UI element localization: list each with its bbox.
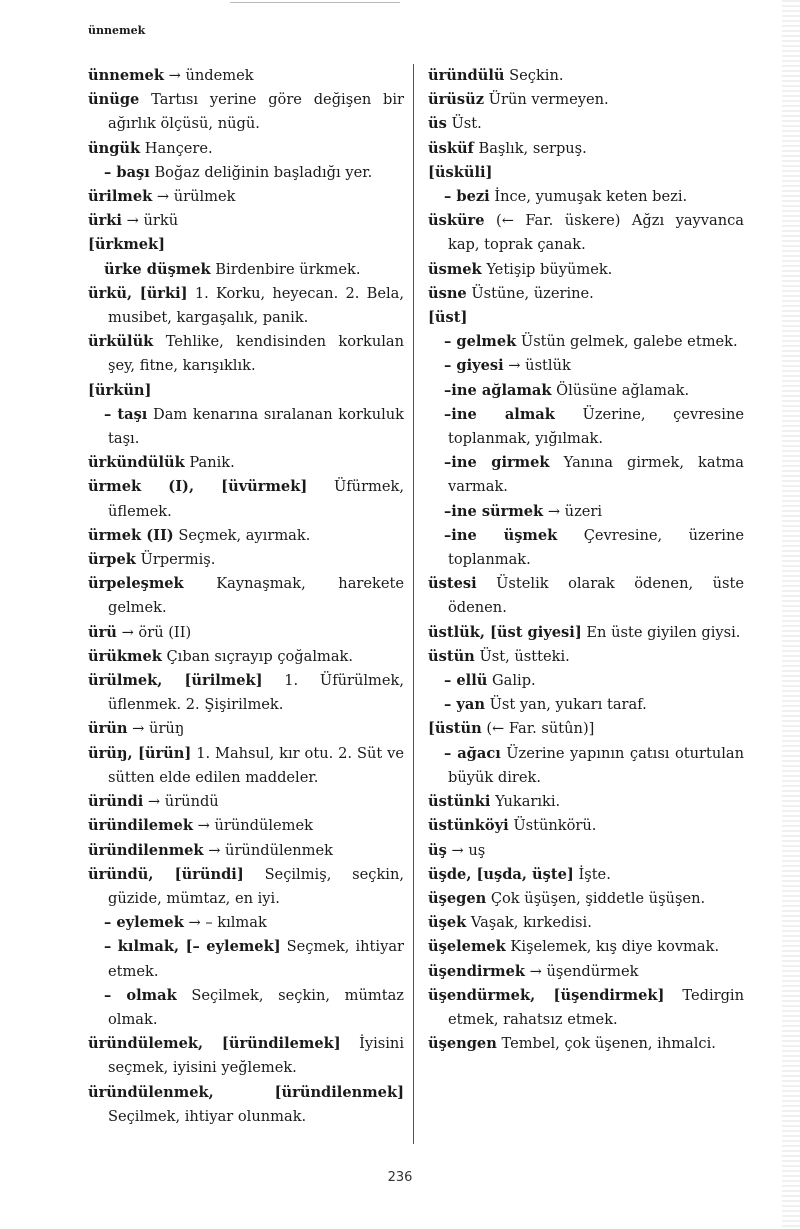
dictionary-entry	[428, 161, 744, 185]
entry-definition: Üstelik olarak ödenen, üste ödenen.	[448, 575, 744, 617]
dictionary-entry	[428, 354, 744, 378]
entry-headword: ünnemek	[88, 67, 164, 84]
entry-definition: (← Far. üskere) Ağzı yayvanca kap, toprak çanak.	[448, 212, 744, 254]
entry-definition: Tehlike, kendisinden korkulan şey, fitne, karışıklık.	[108, 333, 404, 375]
entry-definition: Tedirgin etmek, rahatsız etmek.	[448, 986, 744, 1028]
entry-definition: Dam kenarına sıralanan korkuluk taşı.	[108, 405, 404, 448]
entry-definition: → üründülenmek	[208, 841, 333, 859]
entry-headword: üş	[428, 841, 447, 859]
entry-headword: üründülü	[428, 67, 505, 84]
entry-definition: Yukarıki.	[495, 793, 561, 811]
entry-headword: üstün	[428, 647, 475, 665]
entry-headword: ürükmek	[88, 647, 162, 665]
entry-headword: üşendirmek	[428, 962, 525, 980]
entry-definition: İyisini seçmek, iyisini yeğlemek.	[108, 1035, 404, 1077]
entry-definition: Başlık, serpuş.	[478, 139, 587, 157]
entry-definition: Boğaz deliğinin başladığı yer.	[154, 163, 373, 181]
entry-headword: ürün	[88, 720, 128, 738]
dictionary-entry	[88, 403, 404, 451]
dictionary-entry	[88, 621, 404, 645]
entry-headword: ürüsüz	[428, 91, 485, 109]
column-divider	[413, 64, 414, 1144]
entry-headword: üşendürmek, [üşendirmek]	[428, 986, 665, 1004]
entry-headword: üsne	[428, 284, 467, 302]
entry-definition: Galip.	[492, 672, 536, 690]
entry-headword: –ine almak	[444, 405, 555, 423]
entry-definition: Üzerine yapının çatısı oturtulan büyük direk.	[448, 744, 745, 786]
dictionary-entry	[88, 209, 404, 233]
entry-headword: üstesi	[428, 575, 477, 593]
entry-headword: – taşı	[104, 405, 148, 423]
entry-definition: Tembel, çok üşenen, ihmalci.	[501, 1035, 716, 1053]
entry-definition: Birdenbire ürkmek.	[215, 260, 361, 278]
dictionary-entry	[428, 669, 744, 693]
entry-headword: [üst]	[428, 309, 468, 327]
entry-headword: ürmek (II)	[88, 526, 174, 544]
entry-definition: → üşendürmek	[529, 962, 639, 980]
entry-headword: – başı	[104, 163, 150, 181]
dictionary-entry	[428, 524, 744, 572]
entry-headword: [üsküli]	[428, 163, 493, 181]
entry-headword: ünüge	[88, 91, 140, 109]
entry-headword: üşde, [uşda, üşte]	[428, 865, 574, 883]
entry-definition: 1. Üfürülmek, üflenmek. 2. Şişirilmek.	[108, 672, 404, 714]
entry-headword: ürpek	[88, 551, 136, 569]
entry-headword: üşengen	[428, 1035, 497, 1053]
entry-headword: – yan	[444, 696, 485, 714]
entry-definition: → üründü	[147, 793, 219, 811]
entry-definition: → ürkü	[126, 212, 179, 230]
dictionary-entry	[88, 911, 404, 935]
entry-headword: – gelmek	[444, 333, 517, 351]
running-header: ünnemek	[88, 24, 146, 37]
dictionary-entry	[428, 185, 744, 209]
dictionary-entry	[428, 1032, 744, 1056]
dictionary-entry	[88, 379, 404, 403]
entry-headword: ürilmek	[88, 188, 153, 206]
entry-definition: Seçmek, ayırmak.	[178, 526, 311, 544]
entry-definition: Çevresine, üzerine toplanmak.	[448, 526, 744, 569]
entry-definition: → – kılmak	[188, 914, 267, 932]
entry-headword: – giyesi	[444, 357, 504, 375]
entry-definition: → üzeri	[547, 502, 603, 520]
entry-headword: ürpeleşmek	[88, 575, 184, 593]
page-edge-texture	[782, 0, 800, 1229]
dictionary-entry	[428, 88, 744, 112]
entry-definition: Ürün vermeyen.	[488, 91, 609, 109]
dictionary-entry	[88, 161, 404, 185]
entry-headword: üşek	[428, 914, 467, 932]
entry-headword: ürkü, [ürki]	[88, 284, 188, 302]
dictionary-entry	[88, 984, 404, 1032]
entry-headword: – ağacı	[444, 744, 501, 762]
entry-definition: Seçilmiş, seçkin, güzide, mümtaz, en iyi.	[108, 865, 404, 907]
entry-headword: üründi	[88, 793, 144, 811]
entry-headword: –ine ağlamak	[444, 381, 552, 399]
dictionary-entry	[428, 984, 744, 1032]
dictionary-entry	[428, 137, 744, 161]
entry-headword: üsküf	[428, 139, 474, 157]
entry-definition: 1. Mahsul, kır otu. 2. Süt ve sütten elde edilen maddeler.	[108, 744, 404, 786]
dictionary-entry	[88, 330, 404, 378]
dictionary-entry	[428, 814, 744, 838]
dictionary-entry	[428, 911, 744, 935]
entry-headword: – eylemek	[104, 914, 184, 932]
dictionary-entry	[428, 500, 744, 524]
entry-definition: Seçilmek, seçkin, mümtaz olmak.	[108, 986, 404, 1028]
entry-definition: Kişelemek, kış diye kovmak.	[510, 938, 720, 956]
entry-headword: üründülemek, [üründilemek]	[88, 1035, 341, 1053]
entry-definition: Üstüne, üzerine.	[471, 284, 594, 302]
dictionary-entry	[88, 1081, 404, 1129]
entry-headword: ürkündülük	[88, 454, 185, 472]
page-number: 236	[387, 1170, 413, 1185]
dictionary-entry	[428, 209, 744, 257]
dictionary-entry	[88, 717, 404, 741]
entry-definition: Çıban sıçrayıp çoğalmak.	[166, 647, 354, 665]
entry-headword: – bezi	[444, 188, 490, 206]
dictionary-entry	[428, 112, 744, 136]
dictionary-entry	[428, 306, 744, 330]
entry-headword: ürülmek, [ürilmek]	[88, 672, 263, 690]
dictionary-entry	[88, 258, 404, 282]
dictionary-entry	[428, 282, 744, 306]
entry-definition: 1. Korku, heyecan. 2. Bela, musibet, kargaşalık, panik.	[108, 284, 404, 327]
left-column	[88, 64, 404, 1129]
dictionary-entry	[88, 88, 404, 136]
dictionary-entry	[428, 621, 744, 645]
entry-headword: ürüŋ, [ürün]	[88, 744, 192, 762]
dictionary-entry	[428, 330, 744, 354]
dictionary-entry	[428, 960, 744, 984]
entry-definition: Hançere.	[144, 139, 213, 157]
dictionary-entry	[88, 645, 404, 669]
entry-definition: → üründülemek	[197, 817, 313, 835]
dictionary-entry	[88, 863, 404, 911]
dictionary-entry	[88, 669, 404, 717]
dictionary-entry	[428, 645, 744, 669]
entry-headword: üşelemek	[428, 938, 506, 956]
entry-definition: Üstün gelmek, galebe etmek.	[520, 333, 738, 351]
entry-definition: İşte.	[578, 865, 611, 883]
entry-headword: üstlük, [üst giyesi]	[428, 623, 582, 641]
entry-headword: üstünköyi	[428, 817, 509, 835]
entry-headword: – kılmak, [– eylemek]	[104, 938, 281, 956]
entry-definition: Üstünkörü.	[513, 817, 597, 835]
entry-headword: üründü, [üründi]	[88, 865, 244, 883]
entry-definition: → uş	[451, 841, 486, 859]
dictionary-entry	[428, 742, 744, 790]
entry-definition: Üfürmek, üflemek.	[108, 478, 405, 520]
entry-definition: → ürüŋ	[132, 720, 185, 738]
entry-definition: Vaşak, kırkedisi.	[470, 914, 592, 932]
dictionary-entry	[88, 814, 404, 838]
entry-headword: ürkülük	[88, 333, 154, 351]
dictionary-entry	[88, 935, 404, 983]
entry-definition: Yanına girmek, katma varmak.	[448, 454, 745, 496]
dictionary-entry	[88, 233, 404, 257]
dictionary-entry	[428, 379, 744, 403]
entry-definition: İnce, yumuşak keten bezi.	[494, 188, 688, 206]
dictionary-entry	[428, 935, 744, 959]
entry-definition: Üst, üstteki.	[479, 647, 570, 665]
entry-definition: → örü (II)	[121, 623, 192, 641]
dictionary-entry	[88, 185, 404, 209]
entry-definition: Seçmek, ihtiyar etmek.	[108, 938, 405, 980]
dictionary-entry	[88, 282, 404, 330]
entry-headword: [ürkmek]	[88, 236, 166, 254]
dictionary-entry	[428, 451, 744, 499]
entry-definition: Üst yan, yukarı taraf.	[489, 696, 647, 714]
entry-headword: ürki	[88, 212, 122, 230]
dictionary-entry	[428, 717, 744, 741]
entry-headword: üsküre	[428, 212, 485, 230]
entry-definition: → ürülmek	[156, 188, 236, 206]
entry-definition: Seçilmek, ihtiyar olunmak.	[108, 1107, 307, 1125]
entry-definition: → ündemek	[168, 67, 254, 84]
entry-headword: –ine üşmek	[444, 526, 558, 544]
dictionary-entry	[88, 451, 404, 475]
dictionary-entry	[88, 524, 404, 548]
dictionary-entry	[428, 839, 744, 863]
entry-definition: Kaynaşmak, harekete gelmek.	[108, 575, 405, 617]
entry-definition: Çok üşüşen, şiddetle üşüşen.	[490, 889, 706, 907]
entry-definition: (← Far. sütûn)]	[486, 720, 595, 738]
dictionary-entry	[428, 258, 744, 282]
entry-headword: ürü	[88, 623, 117, 641]
scan-artifact-line	[230, 2, 400, 3]
dictionary-entry	[88, 548, 404, 572]
right-column	[428, 64, 744, 1056]
entry-headword: ürmek (I), [üvürmek]	[88, 478, 308, 496]
dictionary-entry	[88, 64, 404, 88]
dictionary-entry	[88, 572, 404, 620]
dictionary-entry	[88, 742, 404, 790]
entry-definition: Üzerine, çevresine toplanmak, yığılmak.	[448, 405, 744, 448]
dictionary-entry	[88, 137, 404, 161]
dictionary-entry	[428, 403, 744, 451]
dictionary-entry	[88, 790, 404, 814]
entry-headword: üngük	[88, 139, 141, 157]
entry-headword: –ine sürmek	[444, 502, 544, 520]
entry-headword: – olmak	[104, 986, 177, 1004]
entry-definition: Seçkin.	[509, 67, 564, 84]
entry-definition: En üste giyilen giysi.	[586, 623, 741, 641]
dictionary-entry	[428, 572, 744, 620]
entry-definition: Yetişip büyümek.	[486, 260, 613, 278]
dictionary-entry	[88, 1032, 404, 1080]
entry-headword: –ine girmek	[444, 454, 550, 472]
entry-headword: üründilenmek	[88, 841, 204, 859]
entry-definition: Ölüsüne ağlamak.	[556, 381, 690, 399]
entry-headword: üşegen	[428, 889, 487, 907]
entry-headword: – ellü	[444, 672, 488, 690]
entry-definition: Panik.	[189, 454, 235, 472]
entry-definition: Üst.	[451, 115, 482, 133]
dictionary-entry	[88, 475, 404, 523]
entry-headword: üsmek	[428, 260, 482, 278]
entry-headword: üründülenmek, [üründilenmek]	[88, 1083, 404, 1101]
dictionary-entry	[428, 790, 744, 814]
dictionary-entry	[428, 863, 744, 887]
entry-definition: Ürpermiş.	[140, 551, 216, 569]
entry-definition: → üstlük	[508, 357, 571, 375]
entry-headword: [ürkün]	[88, 381, 152, 399]
entry-headword: üründilemek	[88, 817, 193, 835]
entry-headword: ürke düşmek	[104, 260, 211, 278]
dictionary-entry	[428, 887, 744, 911]
entry-headword: üs	[428, 115, 447, 133]
entry-headword: üstünki	[428, 793, 491, 811]
dictionary-entry	[88, 839, 404, 863]
entry-definition: Tartısı yerine göre değişen bir ağırlık ölçüsü, nügü.	[108, 91, 404, 133]
dictionary-entry	[428, 64, 744, 88]
entry-headword: [üstün	[428, 720, 482, 738]
dictionary-entry	[428, 693, 744, 717]
